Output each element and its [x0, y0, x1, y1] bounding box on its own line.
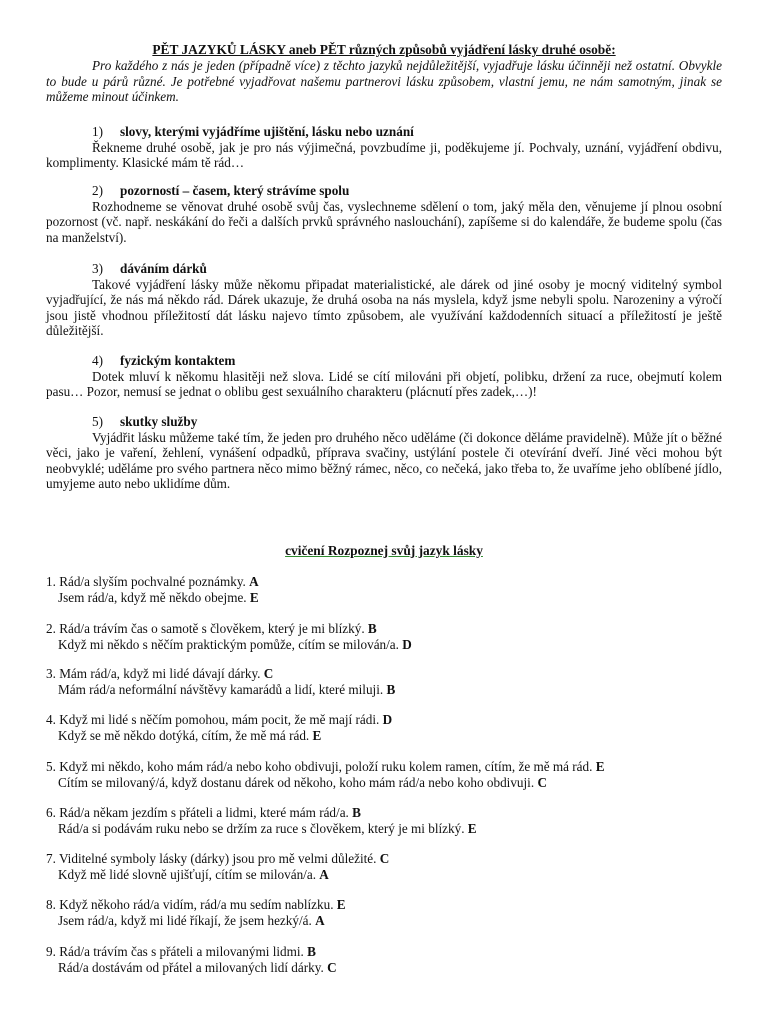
question-line-b: [46, 867, 746, 883]
intro-paragraph: Pro každého z nás je jeden (případně více) z těchto jazyků nejdůležitější, vyjadřuje lásku účinněji než ostatní. Obvykle to bude u párů různé. Je potřebné vyjadřovat našemu partnerovi lásku způsobem, vlastní jemu, ne nám samotným, jinak se můžeme minout účinkem.: [46, 58, 722, 105]
statement-text: Jsem rád/a, když mi lidé říkají, že jsem hezký/á.: [58, 912, 312, 928]
section-heading: [92, 261, 722, 277]
statement-text: Rád/a dostávám od přátel a milovaných lidí dárky.: [58, 959, 324, 975]
section-heading-text: dáváním dárků: [120, 261, 207, 276]
statement-text: 7. Viditelné symboly lásky (dárky) jsou pro mě velmi důležité.: [46, 851, 377, 866]
question-line-a: [46, 851, 746, 867]
answer-letter: A: [315, 912, 325, 928]
question-3: [46, 666, 746, 697]
question-line-b: [46, 821, 746, 837]
section-heading: [92, 414, 722, 430]
question-4: [46, 712, 746, 743]
question-line-b: [46, 682, 746, 698]
statement-text: 8. Když někoho rád/a vidím, rád/a mu sedím nablízku.: [46, 897, 334, 912]
question-line-b: [46, 637, 746, 653]
statement-text: 3. Mám rád/a, když mi lidé dávají dárky.: [46, 666, 261, 681]
section-4: [46, 353, 722, 400]
section-body: Řekneme druhé osobě, jak je pro nás výjimečná, povzbudíme ji, poděkujeme jí. Pochvaly, uznání, vyjádření obdivu, komplimenty. Klasické mám tě rád…: [46, 139, 722, 171]
question-line-a: [46, 621, 746, 637]
answer-letter: C: [327, 959, 337, 975]
page-title: PĚT JAZYKŮ LÁSKY aneb PĚT různých způsobů vyjádření lásky druhé osobě:: [152, 42, 616, 57]
section-body: Vyjádřit lásku můžeme také tím, že jeden pro druhého něco uděláme (či dokonce děláme pravidelně). Může jít o běžné věci, jako je vaření, žehlení, vynášení odpadků, příprava svačiny, ustýlání postele či otevírání dveří. Jiné věci mohou být neobvyklé; uděláme pro svého partnera něco mimo běžný rámec, něco, co nečeká, jako třeba to, že uvaříme jeho oblíbené jídlo, umyjeme auto nebo uklidíme dům.: [46, 429, 722, 492]
question-line-b: [46, 775, 746, 791]
answer-letter: E: [595, 759, 605, 774]
statement-text: 1. Rád/a slyším pochvalné poznámky.: [46, 574, 246, 589]
answer-letter: B: [367, 621, 377, 636]
question-line-a: [46, 944, 746, 960]
section-heading-text: pozorností – časem, který strávíme spolu: [120, 183, 350, 198]
section-number: 3): [92, 261, 103, 276]
question-6: [46, 805, 746, 836]
answer-letter: E: [312, 727, 322, 743]
question-line-a: [46, 666, 746, 682]
section-number: 2): [92, 183, 103, 198]
section-heading: [92, 124, 722, 140]
statement-text: Když se mě někdo dotýká, cítím, že mě má rád.: [58, 727, 310, 743]
answer-letter: D: [382, 712, 393, 727]
question-line-a: [46, 759, 746, 775]
question-8: [46, 897, 746, 928]
section-body: Dotek mluví k někomu hlasitěji než slova. Lidé se cítí milováni při objetí, polibku, držení za ruce, obejmutí kolem pasu… Pozor, nemusí se jednat o oblibu gest sexuálního charakteru (plácnutí přes zadek,…)!: [46, 368, 722, 400]
section-number: 1): [92, 124, 103, 139]
statement-text: 4. Když mi lidé s něčím pomohou, mám pocit, že mě mají rádi.: [46, 712, 380, 727]
section-number: 4): [92, 353, 103, 368]
section-5: [46, 414, 722, 492]
answer-letter: C: [379, 851, 390, 866]
answer-letter: A: [249, 574, 259, 589]
question-line-b: [46, 590, 746, 606]
statement-text: Cítím se milovaný/á, když dostanu dárek od někoho, koho mám rád/a nebo koho obdivuji.: [58, 774, 535, 790]
answer-letter: C: [263, 666, 274, 681]
section-body: Rozhodneme se věnovat druhé osobě svůj čas, vyslechneme sdělení o tom, jaký měla den, věnujeme jí plnou osobní pozornost (vč. např. neskákání do řeči a dalších prvků správného naslouchání), zapíšeme si do kalendáře, že budeme spolu (čas na manželství).: [46, 198, 722, 245]
section-1: [46, 124, 722, 171]
answer-letter: B: [386, 681, 396, 697]
question-line-a: [46, 897, 746, 913]
section-3: [46, 261, 722, 339]
statement-text: Když mi někdo s něčím praktickým pomůže, cítím se milován/a.: [58, 636, 399, 652]
question-2: [46, 621, 746, 652]
question-line-b: [46, 728, 746, 744]
question-line-b: [46, 960, 746, 976]
answer-letter: E: [249, 589, 259, 605]
answer-letter: C: [537, 774, 547, 790]
answer-letter: A: [319, 866, 329, 882]
section-heading-text: slovy, kterými vyjádříme ujištění, lásku nebo uznání: [120, 124, 414, 139]
statement-text: Když mě lidé slovně ujišťují, cítím se milován/a.: [58, 866, 316, 882]
answer-letter: E: [336, 897, 346, 912]
question-line-b: [46, 913, 746, 929]
exercise-title: cvičení Rozpoznej svůj jazyk lásky: [285, 543, 483, 558]
question-7: [46, 851, 746, 882]
section-heading-text: fyzickým kontaktem: [120, 353, 236, 368]
question-line-a: [46, 574, 746, 590]
statement-text: 5. Když mi někdo, koho mám rád/a nebo koho obdivuji, položí ruku kolem ramen, cítím, že mě má rád.: [46, 759, 593, 774]
question-5: [46, 759, 746, 790]
answer-letter: B: [307, 944, 316, 959]
statement-text: Jsem rád/a, když mě někdo obejme.: [58, 589, 247, 605]
statement-text: 2. Rád/a trávím čas o samotě s člověkem, který je mi blízký.: [46, 621, 365, 636]
section-heading-text: skutky služby: [120, 414, 198, 429]
section-2: [46, 183, 722, 245]
question-1: [46, 574, 746, 605]
section-heading: [92, 183, 722, 199]
question-line-a: [46, 712, 746, 728]
answer-letter: E: [467, 820, 477, 836]
statement-text: Rád/a si podávám ruku nebo se držím za ruce s člověkem, který je mi blízký.: [58, 820, 465, 836]
section-heading: [92, 353, 722, 369]
question-9: [46, 944, 746, 975]
statement-text: Mám rád/a neformální návštěvy kamarádů a lidí, které miluji.: [58, 681, 384, 697]
statement-text: 6. Rád/a někam jezdím s přáteli a lidmi, které mám rád/a.: [46, 805, 349, 820]
question-line-a: [46, 805, 746, 821]
answer-letter: B: [352, 805, 361, 820]
section-body: Takové vyjádření lásky může někomu připadat materialistické, ale dárek od jiné osoby je mocný viditelný symbol vyjadřující, že nás má někdo rád. Dárek ukazuje, že druhá osoba na nás myslela, když jsme nebyli spolu. Narozeniny a výročí jsou jistě vhodnou příležitostí dát lásku najevo tímto způsobem, ale využívání každodenních situací a příležitostí je ještě důležitější.: [46, 276, 722, 339]
section-number: 5): [92, 414, 103, 429]
statement-text: 9. Rád/a trávím čas s přáteli a milovanými lidmi.: [46, 944, 304, 959]
answer-letter: D: [402, 636, 412, 652]
